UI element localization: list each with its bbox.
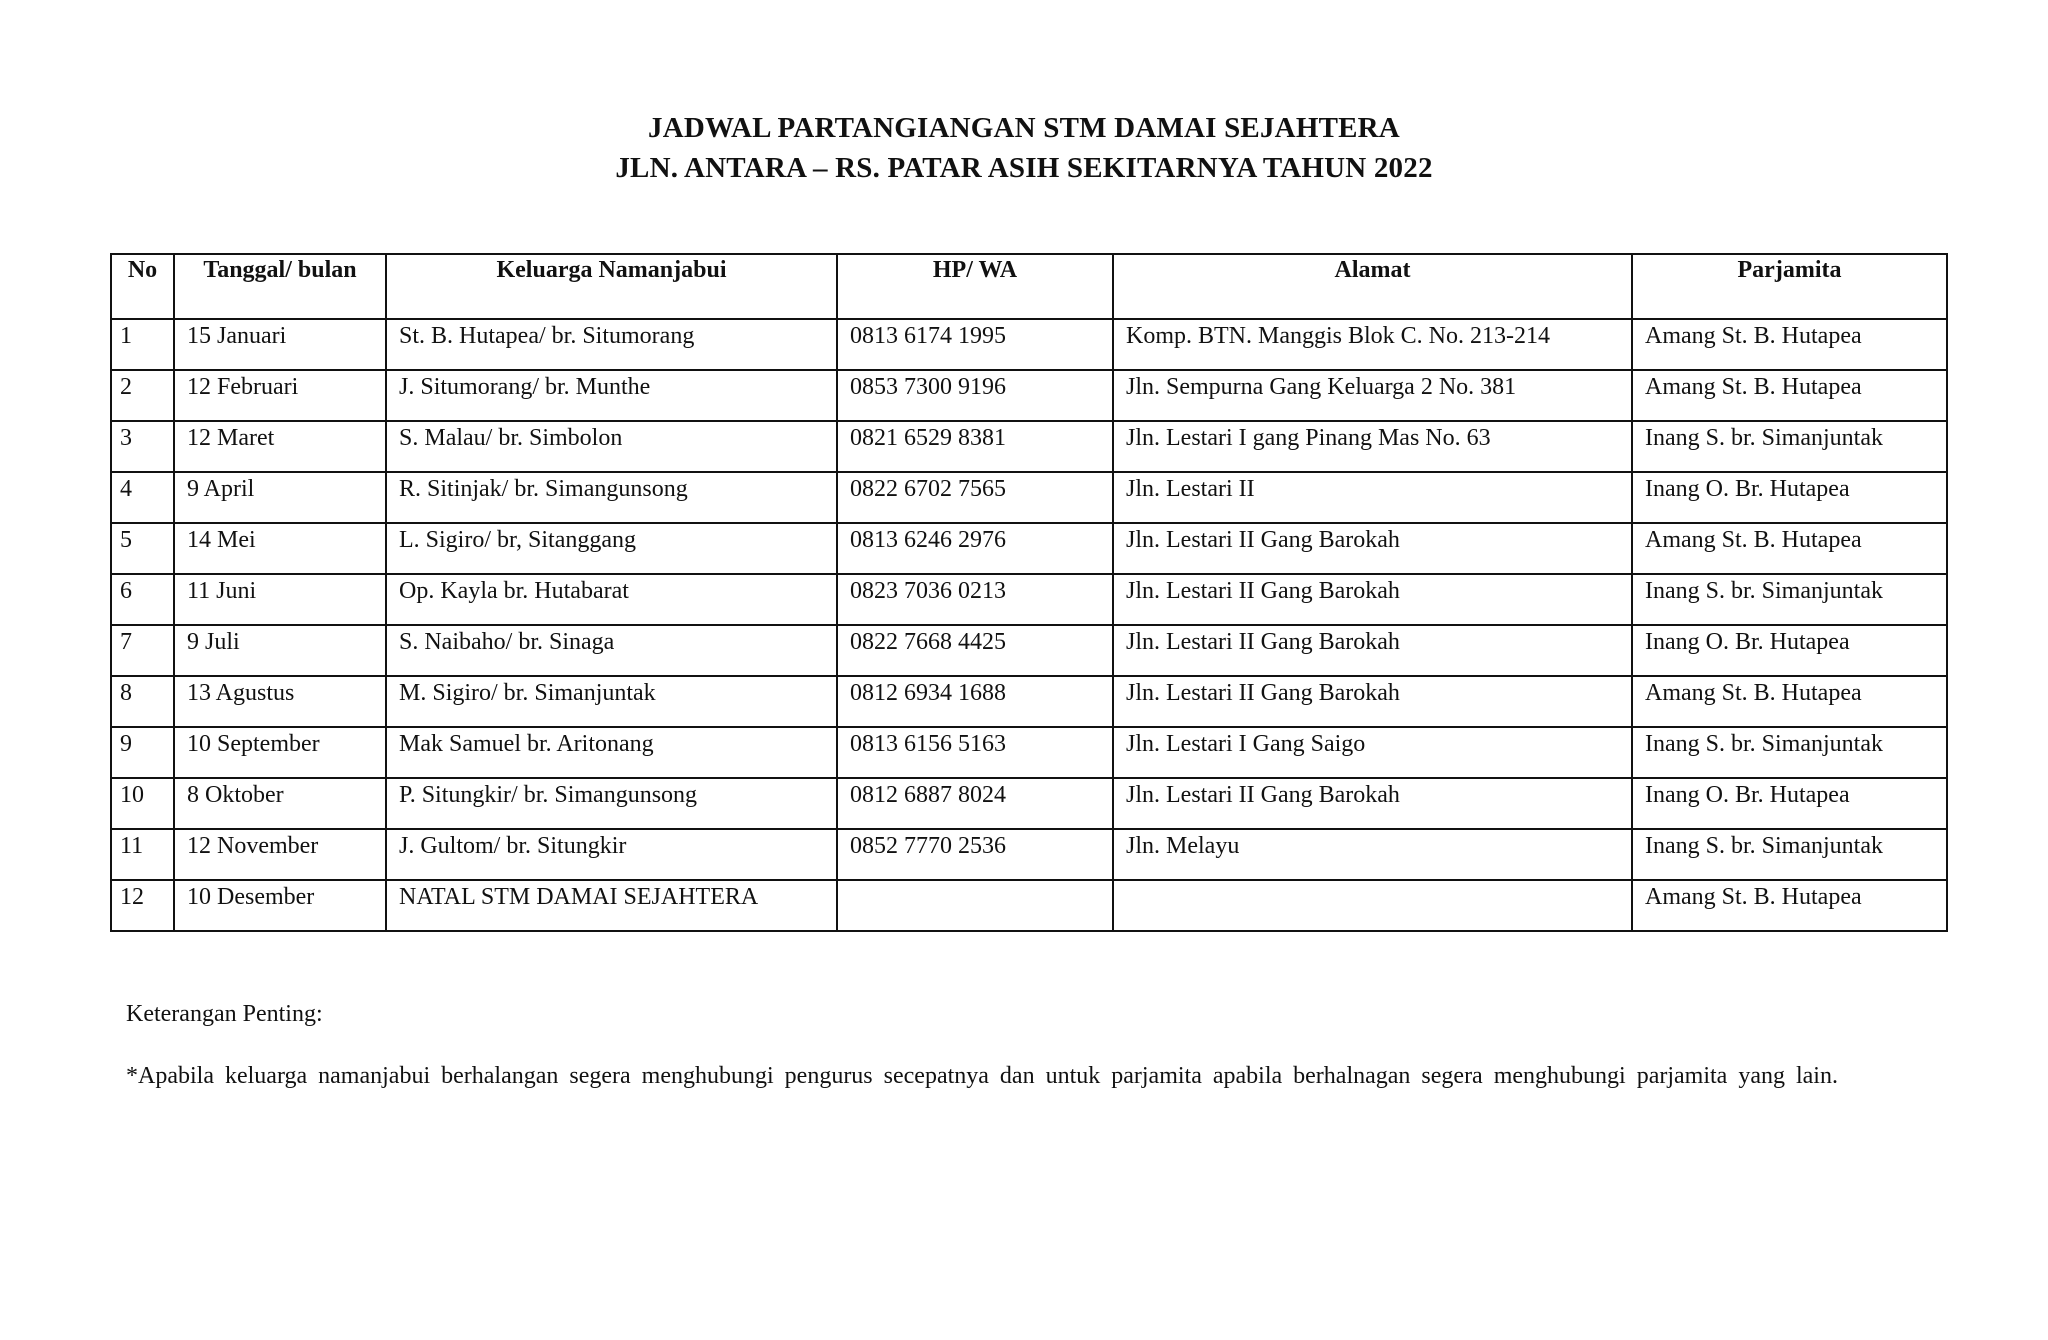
- cell-hp: 0853 7300 9196: [837, 370, 1113, 421]
- table-row: [111, 778, 1947, 829]
- cell-tanggal: 11 Juni: [174, 574, 386, 625]
- cell-hp: 0813 6246 2976: [837, 523, 1113, 574]
- cell-parjamita: Inang S. br. Simanjuntak: [1632, 421, 1947, 472]
- cell-parjamita: Inang O. Br. Hutapea: [1632, 778, 1947, 829]
- cell-no: 7: [111, 625, 174, 676]
- header-no: No: [111, 254, 174, 319]
- cell-keluarga: S. Malau/ br. Simbolon: [386, 421, 837, 472]
- cell-keluarga: Mak Samuel br. Aritonang: [386, 727, 837, 778]
- cell-tanggal: 14 Mei: [174, 523, 386, 574]
- notes-text: *Apabila keluarga namanjabui berhalangan segera menghubungi pengurus secepatnya dan untuk parjamita apabila berhalnagan segera menghubungi parjamita yang lain.: [126, 1063, 1838, 1089]
- cell-hp: 0812 6934 1688: [837, 676, 1113, 727]
- cell-keluarga: R. Sitinjak/ br. Simangunsong: [386, 472, 837, 523]
- cell-alamat: Jln. Lestari II Gang Barokah: [1113, 523, 1632, 574]
- table-row: [111, 829, 1947, 880]
- cell-parjamita: Amang St. B. Hutapea: [1632, 370, 1947, 421]
- cell-no: 3: [111, 421, 174, 472]
- cell-alamat: Jln. Melayu: [1113, 829, 1632, 880]
- cell-hp: 0813 6156 5163: [837, 727, 1113, 778]
- document-title: [0, 108, 2048, 188]
- cell-no: 5: [111, 523, 174, 574]
- cell-alamat: [1113, 880, 1632, 931]
- cell-parjamita: Amang St. B. Hutapea: [1632, 676, 1947, 727]
- table-row: [111, 727, 1947, 778]
- cell-alamat: Jln. Lestari II Gang Barokah: [1113, 574, 1632, 625]
- table-row: [111, 676, 1947, 727]
- cell-hp: 0822 7668 4425: [837, 625, 1113, 676]
- cell-tanggal: 12 November: [174, 829, 386, 880]
- cell-no: 2: [111, 370, 174, 421]
- cell-no: 9: [111, 727, 174, 778]
- cell-tanggal: 15 Januari: [174, 319, 386, 370]
- cell-no: 6: [111, 574, 174, 625]
- cell-tanggal: 12 Februari: [174, 370, 386, 421]
- table-row: [111, 574, 1947, 625]
- cell-no: 8: [111, 676, 174, 727]
- cell-no: 11: [111, 829, 174, 880]
- cell-tanggal: 13 Agustus: [174, 676, 386, 727]
- cell-alamat: Jln. Lestari I gang Pinang Mas No. 63: [1113, 421, 1632, 472]
- table-row: [111, 319, 1947, 370]
- cell-keluarga: S. Naibaho/ br. Sinaga: [386, 625, 837, 676]
- cell-keluarga: L. Sigiro/ br, Sitanggang: [386, 523, 837, 574]
- schedule-table: [110, 253, 1948, 932]
- cell-tanggal: 12 Maret: [174, 421, 386, 472]
- cell-no: 10: [111, 778, 174, 829]
- cell-keluarga: J. Situmorang/ br. Munthe: [386, 370, 837, 421]
- table-row: [111, 523, 1947, 574]
- cell-alamat: Jln. Lestari II Gang Barokah: [1113, 778, 1632, 829]
- cell-keluarga: Op. Kayla br. Hutabarat: [386, 574, 837, 625]
- cell-tanggal: 9 Juli: [174, 625, 386, 676]
- cell-keluarga: J. Gultom/ br. Situngkir: [386, 829, 837, 880]
- cell-hp: 0812 6887 8024: [837, 778, 1113, 829]
- notes-section: [126, 998, 1926, 1092]
- cell-tanggal: 8 Oktober: [174, 778, 386, 829]
- cell-hp: 0821 6529 8381: [837, 421, 1113, 472]
- table-row: [111, 421, 1947, 472]
- cell-parjamita: Inang O. Br. Hutapea: [1632, 625, 1947, 676]
- table-row: [111, 370, 1947, 421]
- title-line-2: JLN. ANTARA – RS. PATAR ASIH SEKITARNYA TAHUN 2022: [615, 152, 1433, 184]
- cell-parjamita: Inang O. Br. Hutapea: [1632, 472, 1947, 523]
- cell-no: 4: [111, 472, 174, 523]
- cell-parjamita: Inang S. br. Simanjuntak: [1632, 829, 1947, 880]
- cell-hp: 0822 6702 7565: [837, 472, 1113, 523]
- cell-hp: 0823 7036 0213: [837, 574, 1113, 625]
- header-hp: HP/ WA: [837, 254, 1113, 319]
- cell-alamat: Jln. Lestari II Gang Barokah: [1113, 676, 1632, 727]
- cell-parjamita: Inang S. br. Simanjuntak: [1632, 727, 1947, 778]
- table-row: [111, 880, 1947, 931]
- title-line-1: JADWAL PARTANGIANGAN STM DAMAI SEJAHTERA: [648, 112, 1400, 144]
- cell-parjamita: Inang S. br. Simanjuntak: [1632, 574, 1947, 625]
- cell-parjamita: Amang St. B. Hutapea: [1632, 319, 1947, 370]
- cell-parjamita: Amang St. B. Hutapea: [1632, 523, 1947, 574]
- cell-keluarga: P. Situngkir/ br. Simangunsong: [386, 778, 837, 829]
- cell-hp: [837, 880, 1113, 931]
- header-alamat: Alamat: [1113, 254, 1632, 319]
- header-keluarga: Keluarga Namanjabui: [386, 254, 837, 319]
- cell-tanggal: 10 September: [174, 727, 386, 778]
- cell-alamat: Jln. Lestari II Gang Barokah: [1113, 625, 1632, 676]
- cell-tanggal: 10 Desember: [174, 880, 386, 931]
- cell-parjamita: Amang St. B. Hutapea: [1632, 880, 1947, 931]
- cell-tanggal: 9 April: [174, 472, 386, 523]
- table-row: [111, 472, 1947, 523]
- cell-alamat: Komp. BTN. Manggis Blok C. No. 213-214: [1113, 319, 1632, 370]
- notes-label: Keterangan Penting:: [126, 1001, 323, 1027]
- cell-hp: 0852 7770 2536: [837, 829, 1113, 880]
- cell-alamat: Jln. Lestari I Gang Saigo: [1113, 727, 1632, 778]
- cell-keluarga: M. Sigiro/ br. Simanjuntak: [386, 676, 837, 727]
- cell-hp: 0813 6174 1995: [837, 319, 1113, 370]
- header-parjamita: Parjamita: [1632, 254, 1947, 319]
- header-tanggal: Tanggal/ bulan: [174, 254, 386, 319]
- cell-keluarga: St. B. Hutapea/ br. Situmorang: [386, 319, 837, 370]
- cell-alamat: Jln. Sempurna Gang Keluarga 2 No. 381: [1113, 370, 1632, 421]
- table-header-row: [111, 254, 1947, 319]
- cell-no: 12: [111, 880, 174, 931]
- cell-keluarga: NATAL STM DAMAI SEJAHTERA: [386, 880, 837, 931]
- cell-no: 1: [111, 319, 174, 370]
- table-row: [111, 625, 1947, 676]
- cell-alamat: Jln. Lestari II: [1113, 472, 1632, 523]
